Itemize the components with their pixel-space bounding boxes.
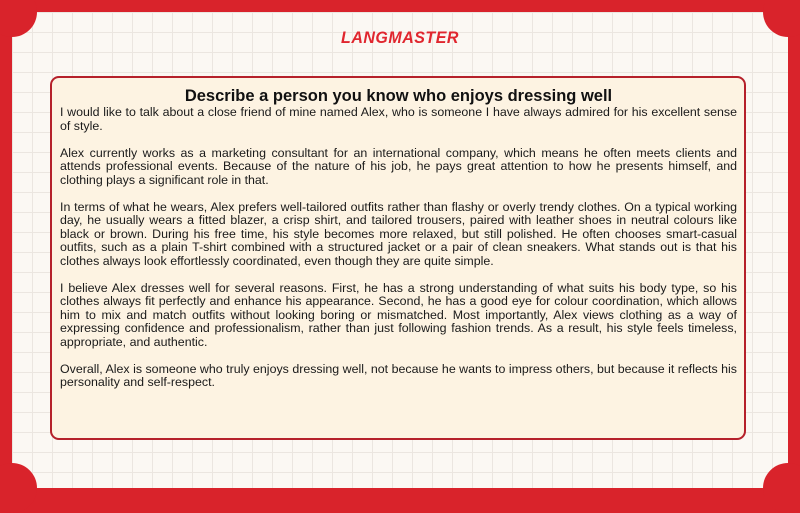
essay-title: Describe a person you know who enjoys dressing well xyxy=(184,87,613,105)
paragraph: I would like to talk about a close friend of mine named Alex, who is someone I have always admired for his excellent sense of style. xyxy=(60,105,737,133)
paragraph: Overall, Alex is someone who truly enjoys dressing well, not because he wants to impress others, but because it reflects his personality and self-respect. xyxy=(60,361,737,389)
essay-body xyxy=(60,106,737,390)
langmaster-logo: LANGMASTER xyxy=(341,29,459,48)
frame-corner xyxy=(763,463,800,513)
essay-card xyxy=(50,76,746,440)
paragraph: Alex currently works as a marketing consultant for an international company, which means he often meets clients and attends professional events. Because of the nature of his job, he pays great attention to how he presents himself, and clothing plays a significant role in that. xyxy=(60,145,737,187)
paragraph: I believe Alex dresses well for several reasons. First, he has a strong understanding of what suits his body type, so his clothes always fit perfectly and enhance his appearance. Second, he has a good eye for colour coordination, which allows him to mix and match outfits without looking boring or mismatched. Most importantly, Alex views clothing as a way of expressing confidence and professionalism, rather than just following fashion trends. As a result, his style feels timeless, appropriate, and authentic. xyxy=(60,280,737,349)
paragraph: In terms of what he wears, Alex prefers well-tailored outfits rather than flashy or overly trendy clothes. On a typical working day, he usually wears a fitted blazer, a crisp shirt, and tailored trousers, paired with leather shoes in neutral colours like black or brown. During his free time, his style becomes more relaxed, but still polished. He often chooses smart-casual outfits, such as a plain T-shirt combined with a structured jacket or a pair of clean sneakers. What stands out is that his clothes always look effortlessly coordinated, even though they are quite simple. xyxy=(60,199,737,268)
